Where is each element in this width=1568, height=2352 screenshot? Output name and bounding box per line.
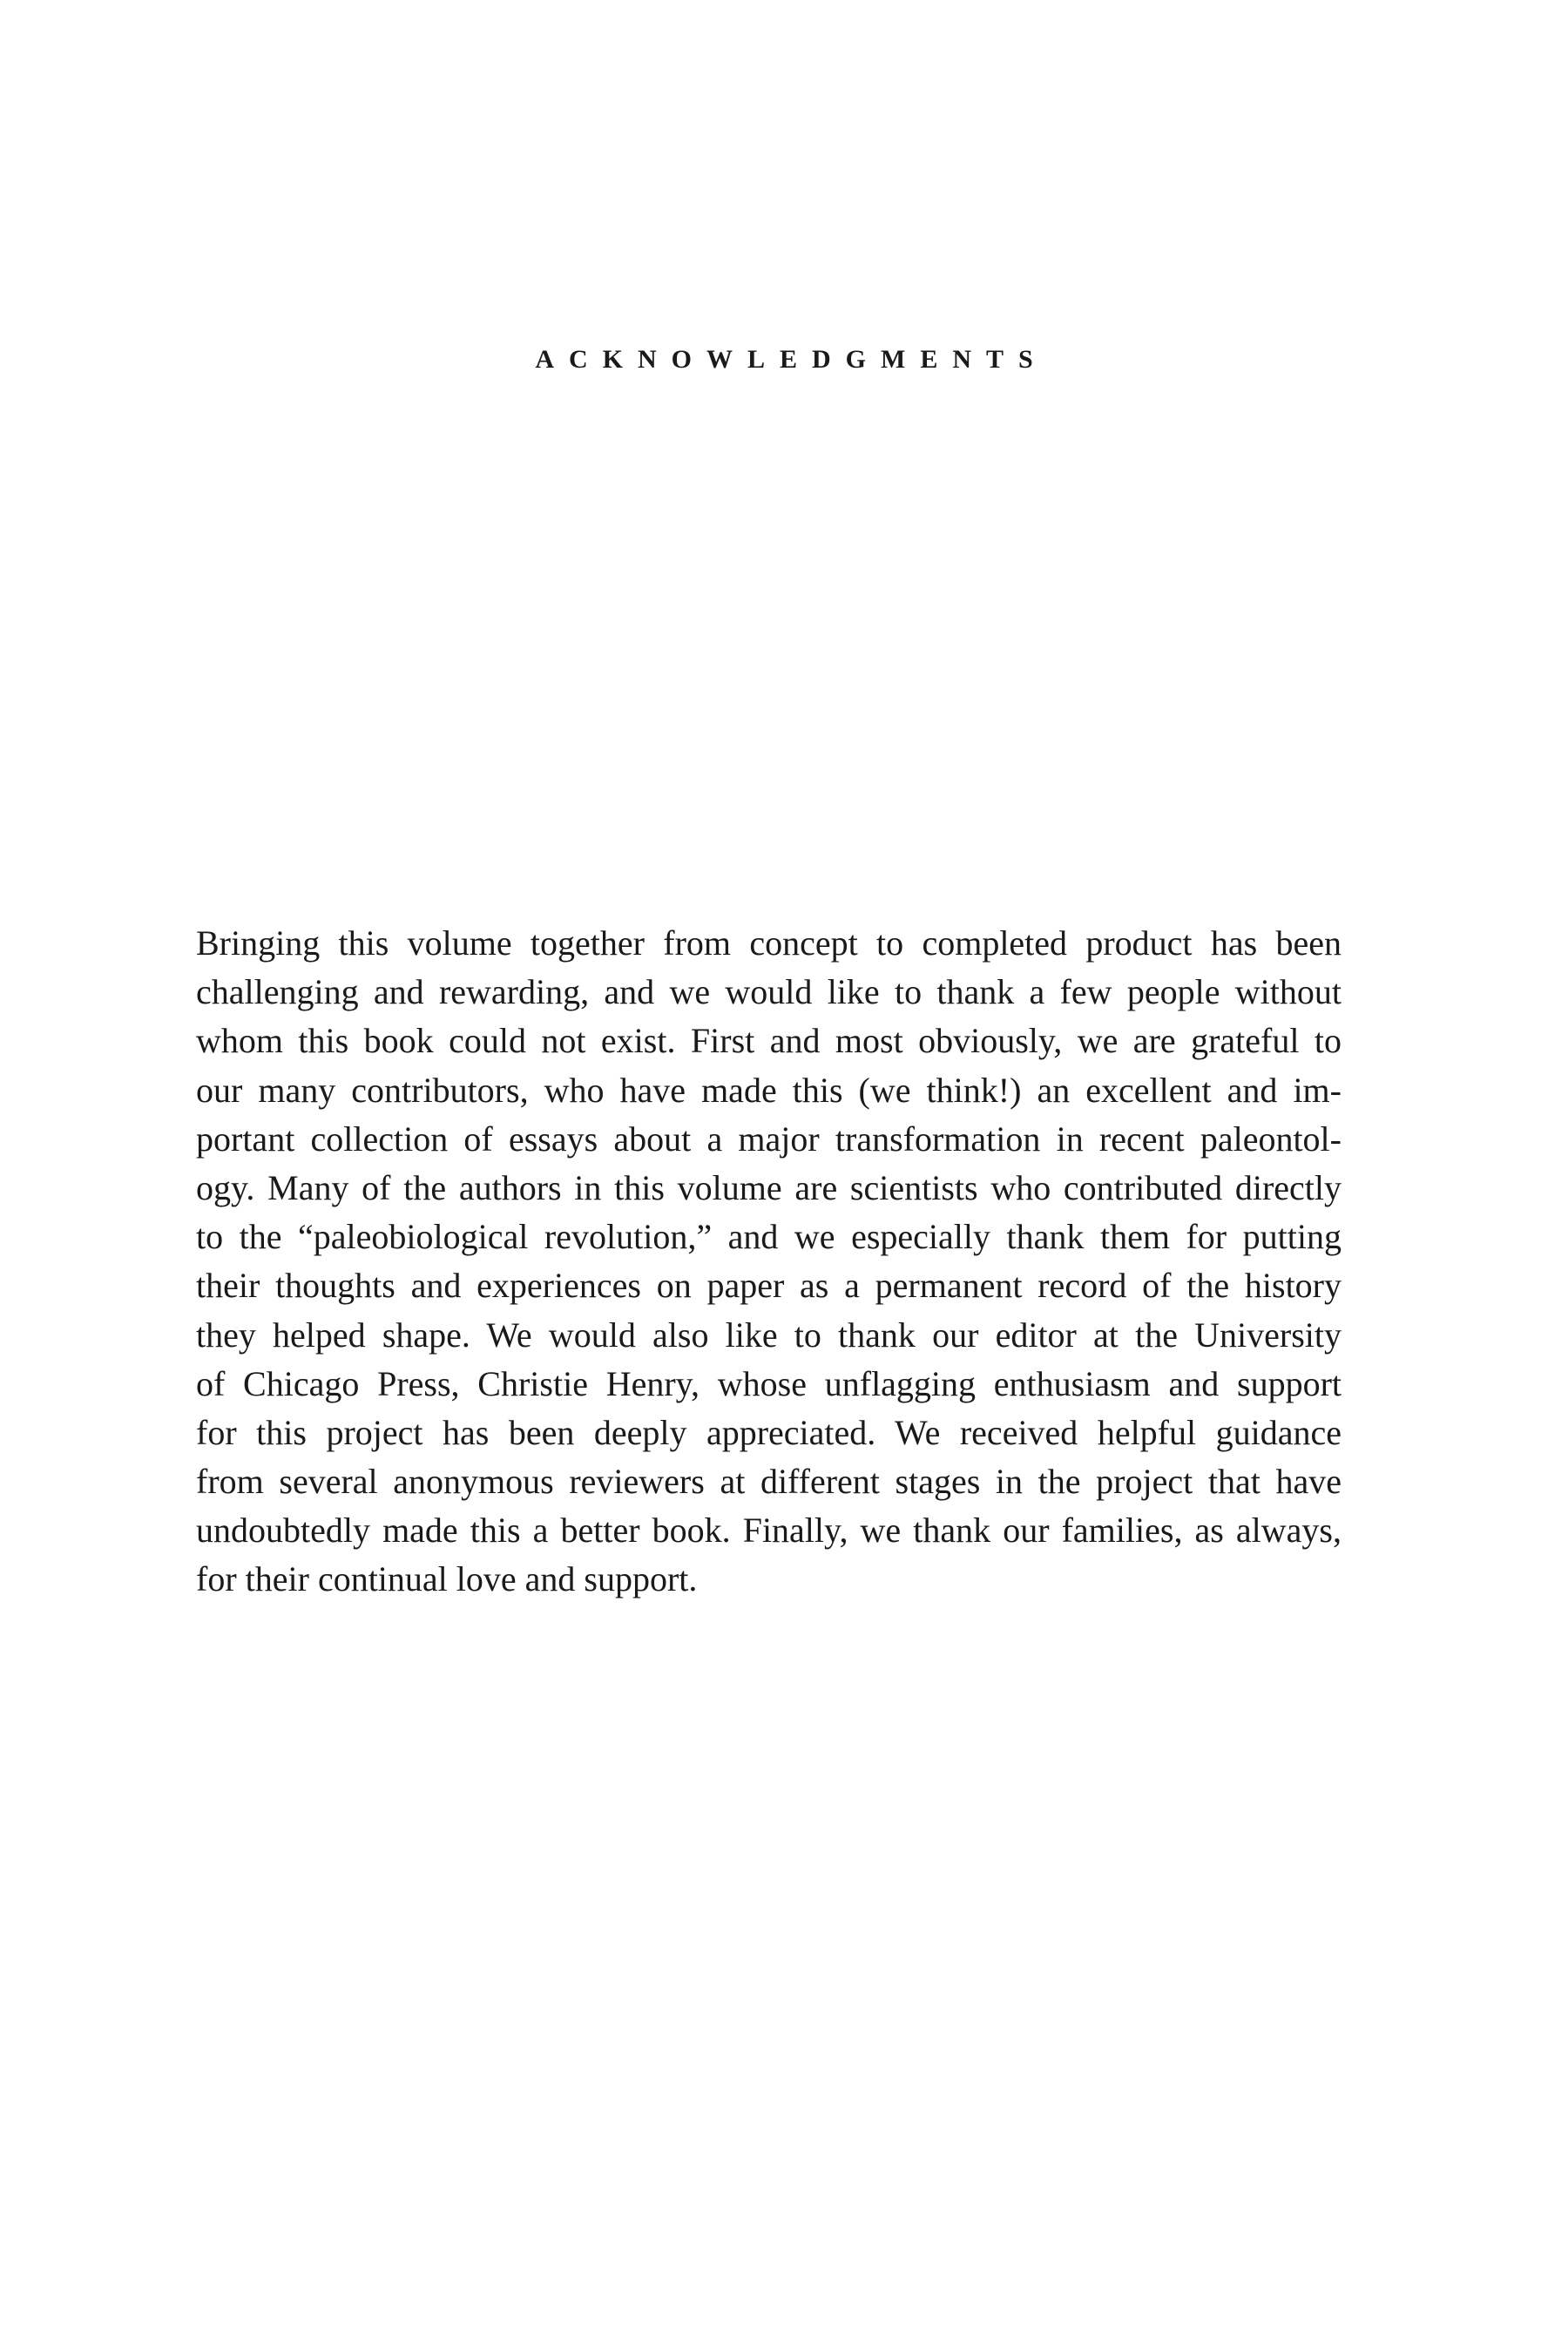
paragraph-line: portant collection of essays about a major transformation in recent paleontol-: [196, 1119, 1342, 1159]
paragraph-line: Bringing this volume together from concept to completed product has been: [196, 923, 1342, 963]
paragraph-line: ogy. Many of the authors in this volume are scientists who contributed directly: [196, 1167, 1342, 1207]
paragraph-line: challenging and rewarding, and we would like to thank a few people without: [196, 972, 1342, 1012]
paragraph-line: our many contributors, who have made this (we think!) an excellent and im-: [196, 1070, 1342, 1110]
paragraph-line: for this project has been deeply appreciated. We received helpful guidance: [196, 1412, 1342, 1452]
paragraph-line: to the “paleobiological revolution,” and we especially thank them for putting: [196, 1217, 1342, 1257]
paragraph-line: from several anonymous reviewers at different stages in the project that have: [196, 1462, 1342, 1502]
paragraph-line: whom this book could not exist. First and most obviously, we are grateful to: [196, 1021, 1342, 1061]
page-heading: ACKNOWLEDGMENTS: [535, 345, 1048, 374]
paragraph-line: they helped shape. We would also like to thank our editor at the University: [196, 1315, 1342, 1355]
paragraph-line: their thoughts and experiences on paper as a permanent record of the history: [196, 1266, 1342, 1306]
paragraph-line: undoubtedly made this a better book. Finally, we thank our families, as always,: [196, 1511, 1342, 1551]
paragraph-line: of Chicago Press, Christie Henry, whose unflagging enthusiasm and support: [196, 1363, 1342, 1403]
acknowledgments-paragraph: [196, 919, 1342, 1605]
paragraph-line: for their continual love and support.: [196, 1559, 698, 1599]
